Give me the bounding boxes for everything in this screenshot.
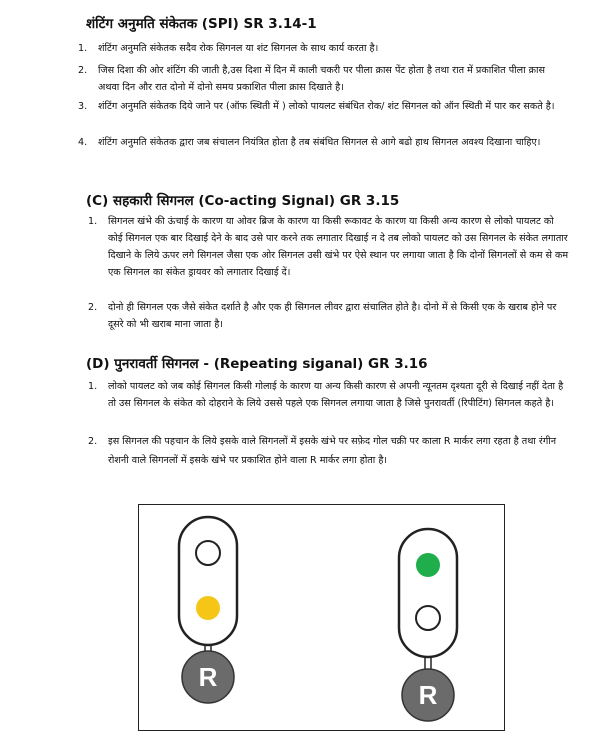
r-marker-label: R	[198, 662, 218, 692]
list-number: 4.	[78, 137, 88, 148]
signal-right-bottom-lamp	[416, 606, 440, 630]
list-text: सिगनल खंभे की ऊंचाई के कारण या ओवर ब्रिज के कारण या किसी रूकावट के कारण या किसी अन्य कारण से लोको पायलट को कोई सिगनल एक बार दिखाई देने के बाद उसे पार करने तक लगातार दिखाई न दे तब लोको पायलट को उस सिगनल के संकेत लगातार दिखाने के लिये ऊपर लगे सिगनल जैसा एक ओर सिगनल उसी खंभे पर ऐसे स्थान पर लगाया जाता है कि दोनों सिगनलों से कम से कम एक सिगनल का संकेत ड्रायवर को लगातार दिखाई दें।	[108, 216, 569, 278]
signal-right-top-lamp	[416, 553, 440, 577]
list-number: 3.	[78, 101, 88, 112]
list-number: 1.	[78, 43, 88, 54]
list-text: शंटिंग अनुमति संकेतक सदैव रोक सिगनल या शंट सिगनल के साथ कार्य करता है।	[98, 43, 379, 54]
list-item	[78, 98, 568, 115]
signal-left-bottom-lamp	[196, 596, 220, 620]
section-heading-co-acting: (C) सहकारी सिगनल (Co-acting Signal) GR 3.15	[86, 193, 400, 209]
section-heading-spi: शंटिंग अनुमति संकेतक (SPI) SR 3.14-1	[86, 16, 317, 32]
list-item	[88, 213, 570, 281]
list-item	[88, 432, 570, 470]
signal-figure-svg	[139, 505, 504, 730]
signal-right-housing	[399, 529, 457, 657]
r-marker-label: R	[418, 680, 438, 710]
list-text: दोनो ही सिगनल एक जैसे संकेत दर्शाते है और एक ही सिगनल लीवर द्वारा संचालित होते है। दोनो में से किसी एक के खराब होने पर दूसरे को भी खराब माना जाता है।	[108, 302, 557, 330]
list-number: 1.	[88, 381, 98, 392]
list-item	[78, 134, 568, 151]
list-text: लोको पायलट को जब कोई सिगनल किसी गोलाई के कारण या अन्य किसी कारण से अपनी न्यूनतम दृश्यता दूरी से दिखाई नहीं देता है तो उस सिगनल के संकेत को दोहराने के लिये उससे पहले एक सिगनल लगाया जाता है जिसे पुनरावर्ती (रिपीटिंग) सिगनल कहते है।	[108, 381, 564, 409]
list-item	[78, 62, 568, 96]
signal-right	[399, 529, 457, 721]
list-text: इस सिगनल की पहचान के लिये इसके वाले सिगनलों में इसके खंभे पर सफ़ेद गोल चक्री पर काला R मार्कर लगा रहता है तथा रंगीन रोशनी वाले सिगनलों में इसके खंभे पर प्रकाशित होने वाला R मार्कर लगा होता है।	[108, 436, 557, 466]
signal-left	[179, 517, 237, 703]
list-text: शंटिंग अनुमति संकेतक दिये जाने पर (ऑफ स्थिती में ) लोको पायलट संबंधित रोक/ शंट सिगनल को ऑन स्थिती में पार कर सकते है।	[98, 101, 555, 112]
list-text: जिस दिशा की ओर शंटिंग की जाती है,उस दिशा में दिन में काली चकरी पर पीला क्रास पेंट होता है तथा रात में प्रकाशित पीला क्रास अथवा दिन और रात दोनो में दोनो समय प्रकाशित पीला क्रास दिखाते है।	[98, 65, 546, 93]
list-number: 1.	[88, 216, 98, 227]
signal-left-top-lamp	[196, 541, 220, 565]
list-item	[78, 40, 568, 57]
list-number: 2.	[88, 302, 98, 313]
signal-left-housing	[179, 517, 237, 645]
list-number: 2.	[78, 65, 88, 76]
section-heading-repeating: (D) पुनरावर्ती सिगनल - (Repeating siganal) GR 3.16	[86, 356, 428, 372]
list-item	[88, 299, 570, 333]
list-item	[88, 378, 570, 412]
list-number: 2.	[88, 436, 98, 447]
list-text: शंटिंग अनुमति संकेतक द्वारा जब संचालन नियंत्रित होता है तब संबंधित सिगनल से आगे बढो हाथ सिगनल अवश्य दिखाना चाहिए।	[98, 137, 541, 148]
signal-figure	[138, 504, 505, 731]
